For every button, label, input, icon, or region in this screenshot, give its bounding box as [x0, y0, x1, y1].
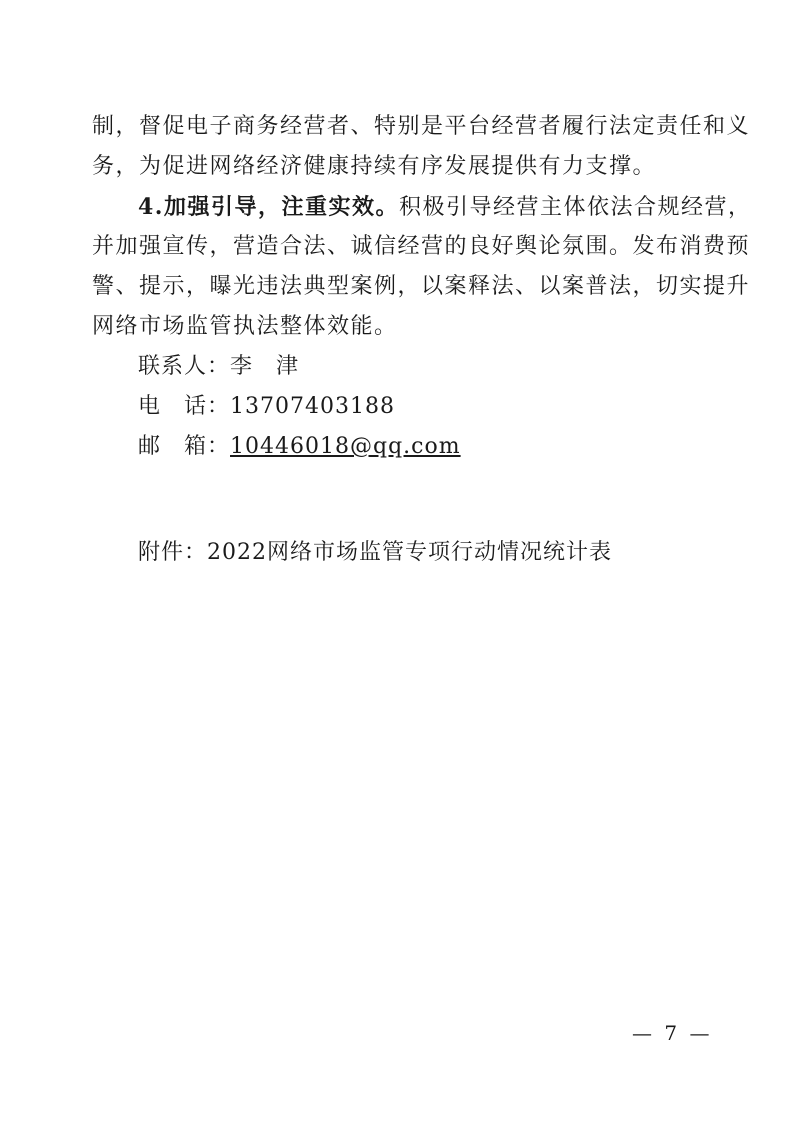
paragraph-2-heading: 4.加强引导，注重实效。	[138, 194, 399, 220]
attachment-note: 附件：2022网络市场监管专项行动情况统计表	[138, 540, 612, 565]
contact-phone	[138, 392, 395, 422]
body-paragraph-2-line-1	[138, 192, 752, 223]
page-number: — 7 —	[632, 1021, 713, 1045]
contact-person	[138, 352, 299, 382]
body-paragraph-1-line-2: 务，为促进网络经济健康持续有序发展提供有力支撑。	[92, 154, 657, 179]
body-paragraph-2-line-4: 网络市场监管执法整体效能。	[92, 314, 398, 339]
body-paragraph-2-line-2: 并加强宣传，营造合法、诚信经营的良好舆论氛围。发布消费预	[92, 234, 751, 259]
contact-phone-label: 电 话：	[138, 394, 231, 419]
contact-email-label: 邮 箱：	[138, 434, 231, 459]
contact-email-link[interactable]: 10446018@qq.com	[230, 434, 461, 459]
contact-email	[138, 432, 461, 462]
contact-phone-value: 13707403188	[230, 394, 395, 419]
paragraph-2-line-1-text: 积极引导经营主体依法合规经营，	[398, 195, 752, 220]
body-paragraph-1-line-1: 制，督促电子商务经营者、特别是平台经营者履行法定责任和义	[92, 114, 751, 139]
body-paragraph-2-line-3: 警、提示，曝光违法典型案例，以案释法、以案普法，切实提升	[92, 274, 751, 299]
contact-person-label: 联系人：	[138, 354, 231, 379]
contact-person-value: 李 津	[230, 354, 300, 379]
